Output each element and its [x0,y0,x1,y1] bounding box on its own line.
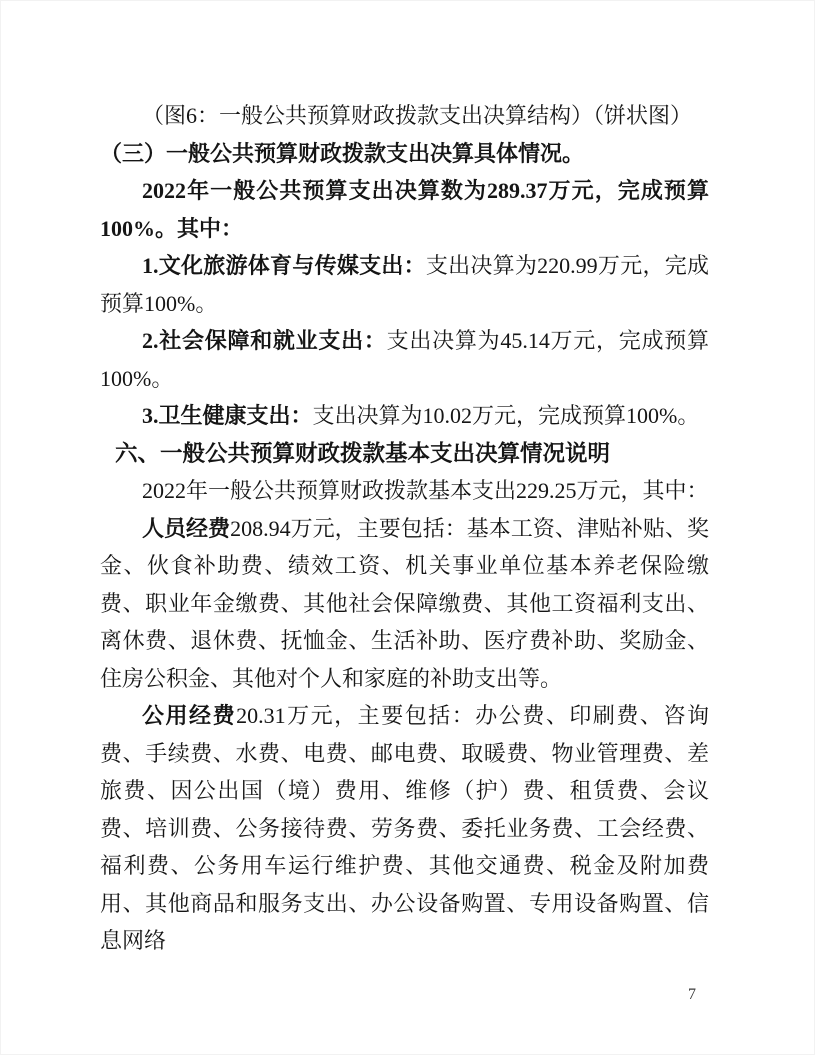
section3-intro: 2022年一般公共预算支出决算数为289.37万元，完成预算100%。其中： [100,178,709,241]
personnel-expense-text: 208.94万元，主要包括：基本工资、津贴补贴、奖金、伙食补助费、绩效工资、机关事业单位基本养老保险缴费、职业年金缴费、其他社会保障缴费、其他工资福利支出、离休费、退休费、抚恤金、生活补助、医疗费补助、奖励金、住房公积金、其他对个人和家庭的补助支出等。 [100,515,709,691]
personnel-expense-paragraph [100,510,709,698]
section3-heading: （三）一般公共预算财政拨款支出决算具体情况。 [100,140,585,166]
expense-item-label: 1.文化旅游体育与传媒支出： [142,253,426,278]
expense-item-text: 支出决算为45.14万元，完成预算100%。 [100,328,709,391]
page-number: 7 [688,986,696,1003]
expense-item-culture [100,247,709,322]
expense-item-text: 支出决算为10.02万元，完成预算100%。 [312,403,700,428]
expense-item-text: 支出决算为220.99万元，完成预算100%。 [100,253,709,316]
expense-item-label: 2.社会保障和就业支出： [142,328,387,353]
section6-intro: 2022年一般公共预算财政拨款基本支出229.25万元，其中： [142,478,709,503]
public-expense-text: 20.31万元，主要包括：办公费、印刷费、咨询费、手续费、水费、电费、邮电费、取暖费、物业管理费、差旅费、因公出国（境）费用、维修（护）费、租赁费、会议费、培训费、公务接待费、劳务费、委托业务费、工会经费、福利费、公务用车运行维护费、其他交通费、税金及附加费用、其他商品和服务支出、办公设备购置、专用设备购置、信息网络 [100,703,709,953]
public-expense-paragraph [100,697,709,960]
expense-item-health [100,397,709,435]
public-expense-label: 公用经费 [142,703,237,728]
expense-item-label: 3.卫生健康支出： [142,403,313,428]
section6-heading: 六、一般公共预算财政拨款基本支出决算情况说明 [115,440,611,466]
expense-item-social-security [100,322,709,397]
personnel-expense-label: 人员经费 [142,515,231,541]
document-body [100,97,709,960]
figure-caption: （图6：一般公共预算财政拨款支出决算结构）（饼状图） [142,103,693,128]
